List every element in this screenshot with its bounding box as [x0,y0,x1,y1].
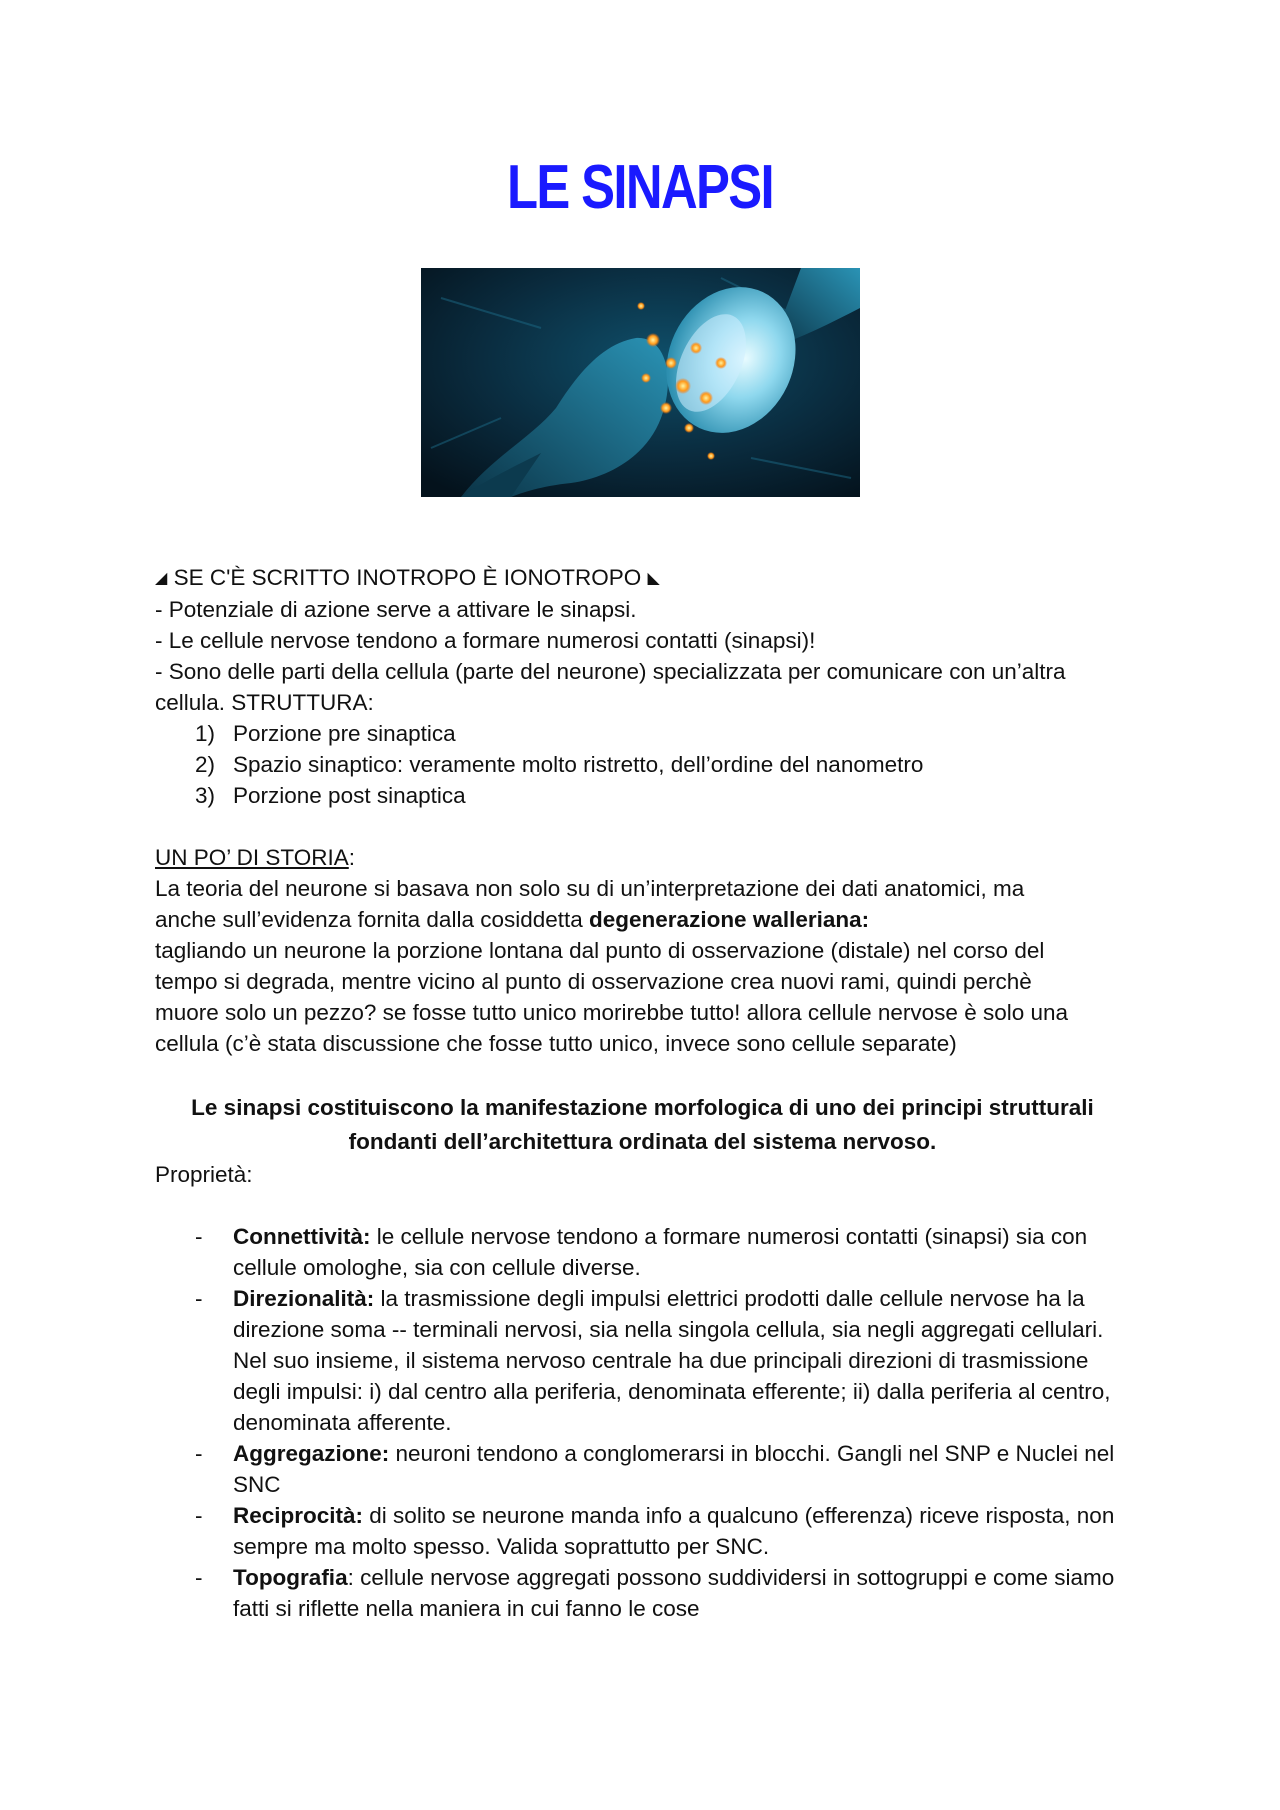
property-text: neuroni tendono a conglomerarsi in blocchi. Gangli nel SNP e Nuclei nel SNC [233,1441,1115,1497]
list-dash: - [195,1224,203,1249]
list-number: 2) [195,752,216,777]
property-text: le cellule nervose tendono a formare numerosi contatti (sinapsi) sia con cellule omologhe, sia con cellule diverse. [233,1224,1088,1280]
history-line: tempo si degrada, mentre vicino al punto di osservazione crea nuovi rami, quindi perchè [155,969,1032,994]
list-number: 3) [195,783,216,808]
history-line: La teoria del neurone si basava non solo su di un’interpretazione dei dati anatomici, ma [155,876,1025,901]
property-text: : cellule nervose aggregati possono suddividersi in sottogruppi e come siamo fatti si riflette nella maniera in cui fanno le cose [233,1565,1115,1621]
spacer [155,1190,1130,1221]
structure-list [155,718,1130,811]
property-item [155,1500,1130,1562]
intro-line: cellula. STRUTTURA: [155,690,374,715]
intro-line: - Potenziale di azione serve a attivare le sinapsi. [155,597,637,622]
statement-line: fondanti dell’architettura ordinata del sistema nervoso. [348,1129,937,1154]
history-line [155,904,1130,935]
property-term: Direzionalità: [233,1286,375,1311]
intro-line: - Sono delle parti della cellula (parte del neurone) specializzata per comunicare con un’altra [155,659,1066,684]
list-dash: - [195,1286,203,1311]
property-item [155,1283,1130,1438]
list-item [155,749,1130,780]
history-heading-line [155,842,1130,873]
property-term: Connettività: [233,1224,371,1249]
property-item [155,1221,1130,1283]
list-number: 1) [195,721,216,746]
warning-line [155,562,1130,594]
warning-text: SE C'È SCRITTO INOTROPO È IONOTROPO [173,565,642,590]
history-bold-term: degenerazione walleriana: [589,907,870,932]
document-body [155,562,1130,1624]
history-line: muore solo un pezzo? se fosse tutto unico morirebbe tutto! allora cellule nervose è solo una [155,1000,1069,1025]
list-dash: - [195,1441,203,1466]
list-item [155,780,1130,811]
list-dash: - [195,1565,203,1590]
properties-label: Proprietà: [155,1162,253,1187]
history-heading: UN PO’ DI STORIA [155,845,349,870]
list-text: Porzione post sinaptica [233,783,466,808]
property-term: Topografia [233,1565,348,1590]
property-term: Aggregazione: [233,1441,390,1466]
intro-line: - Le cellule nervose tendono a formare numerosi contatti (sinapsi)! [155,628,816,653]
property-text: di solito se neurone manda info a qualcuno (efferenza) riceve risposta, non sempre ma molto spesso. Valida soprattutto per SNC. [233,1503,1115,1559]
property-text: la trasmissione degli impulsi elettrici prodotti dalle cellule nervose ha la direzione soma -- terminali nervosi, sia nella singola cellula, sia negli aggregati cellulari. Nel suo insieme, il sistema nervoso centrale ha due principali direzioni di trasmissione degli impulsi: i) dal centro alla periferia, denominata efferente; ii) dalla periferia al centro, denominata afferente. [233,1286,1111,1435]
property-term: Reciprocità: [233,1503,364,1528]
list-dash: - [195,1503,203,1528]
history-line: tagliando un neurone la porzione lontana dal punto di osservazione (distale) nel corso del [155,938,1045,963]
properties-list [155,1221,1130,1624]
warning-left-icon: ◢ [155,570,168,587]
warning-right-icon: ◣ [647,570,660,587]
property-item [155,1562,1130,1624]
spacer [155,1059,1130,1091]
spacer [155,811,1130,842]
history-text: anche sull’evidenza fornita dalla cosiddetta [155,907,590,932]
synapse-image-svg [421,268,860,497]
property-item [155,1438,1130,1500]
list-text: Spazio sinaptico: veramente molto ristretto, dell’ordine del nanometro [233,752,924,777]
history-line: cellula (c’è stata discussione che fosse tutto unico, invece sono cellule separate) [155,1031,957,1056]
list-text: Porzione pre sinaptica [233,721,456,746]
list-item [155,718,1130,749]
synapse-illustration [421,268,860,497]
page-title: LE SINAPSI [506,153,774,222]
statement-line: Le sinapsi costituiscono la manifestazione morfologica di uno dei principi strutturali [191,1095,1094,1120]
heading-colon: : [348,845,356,870]
